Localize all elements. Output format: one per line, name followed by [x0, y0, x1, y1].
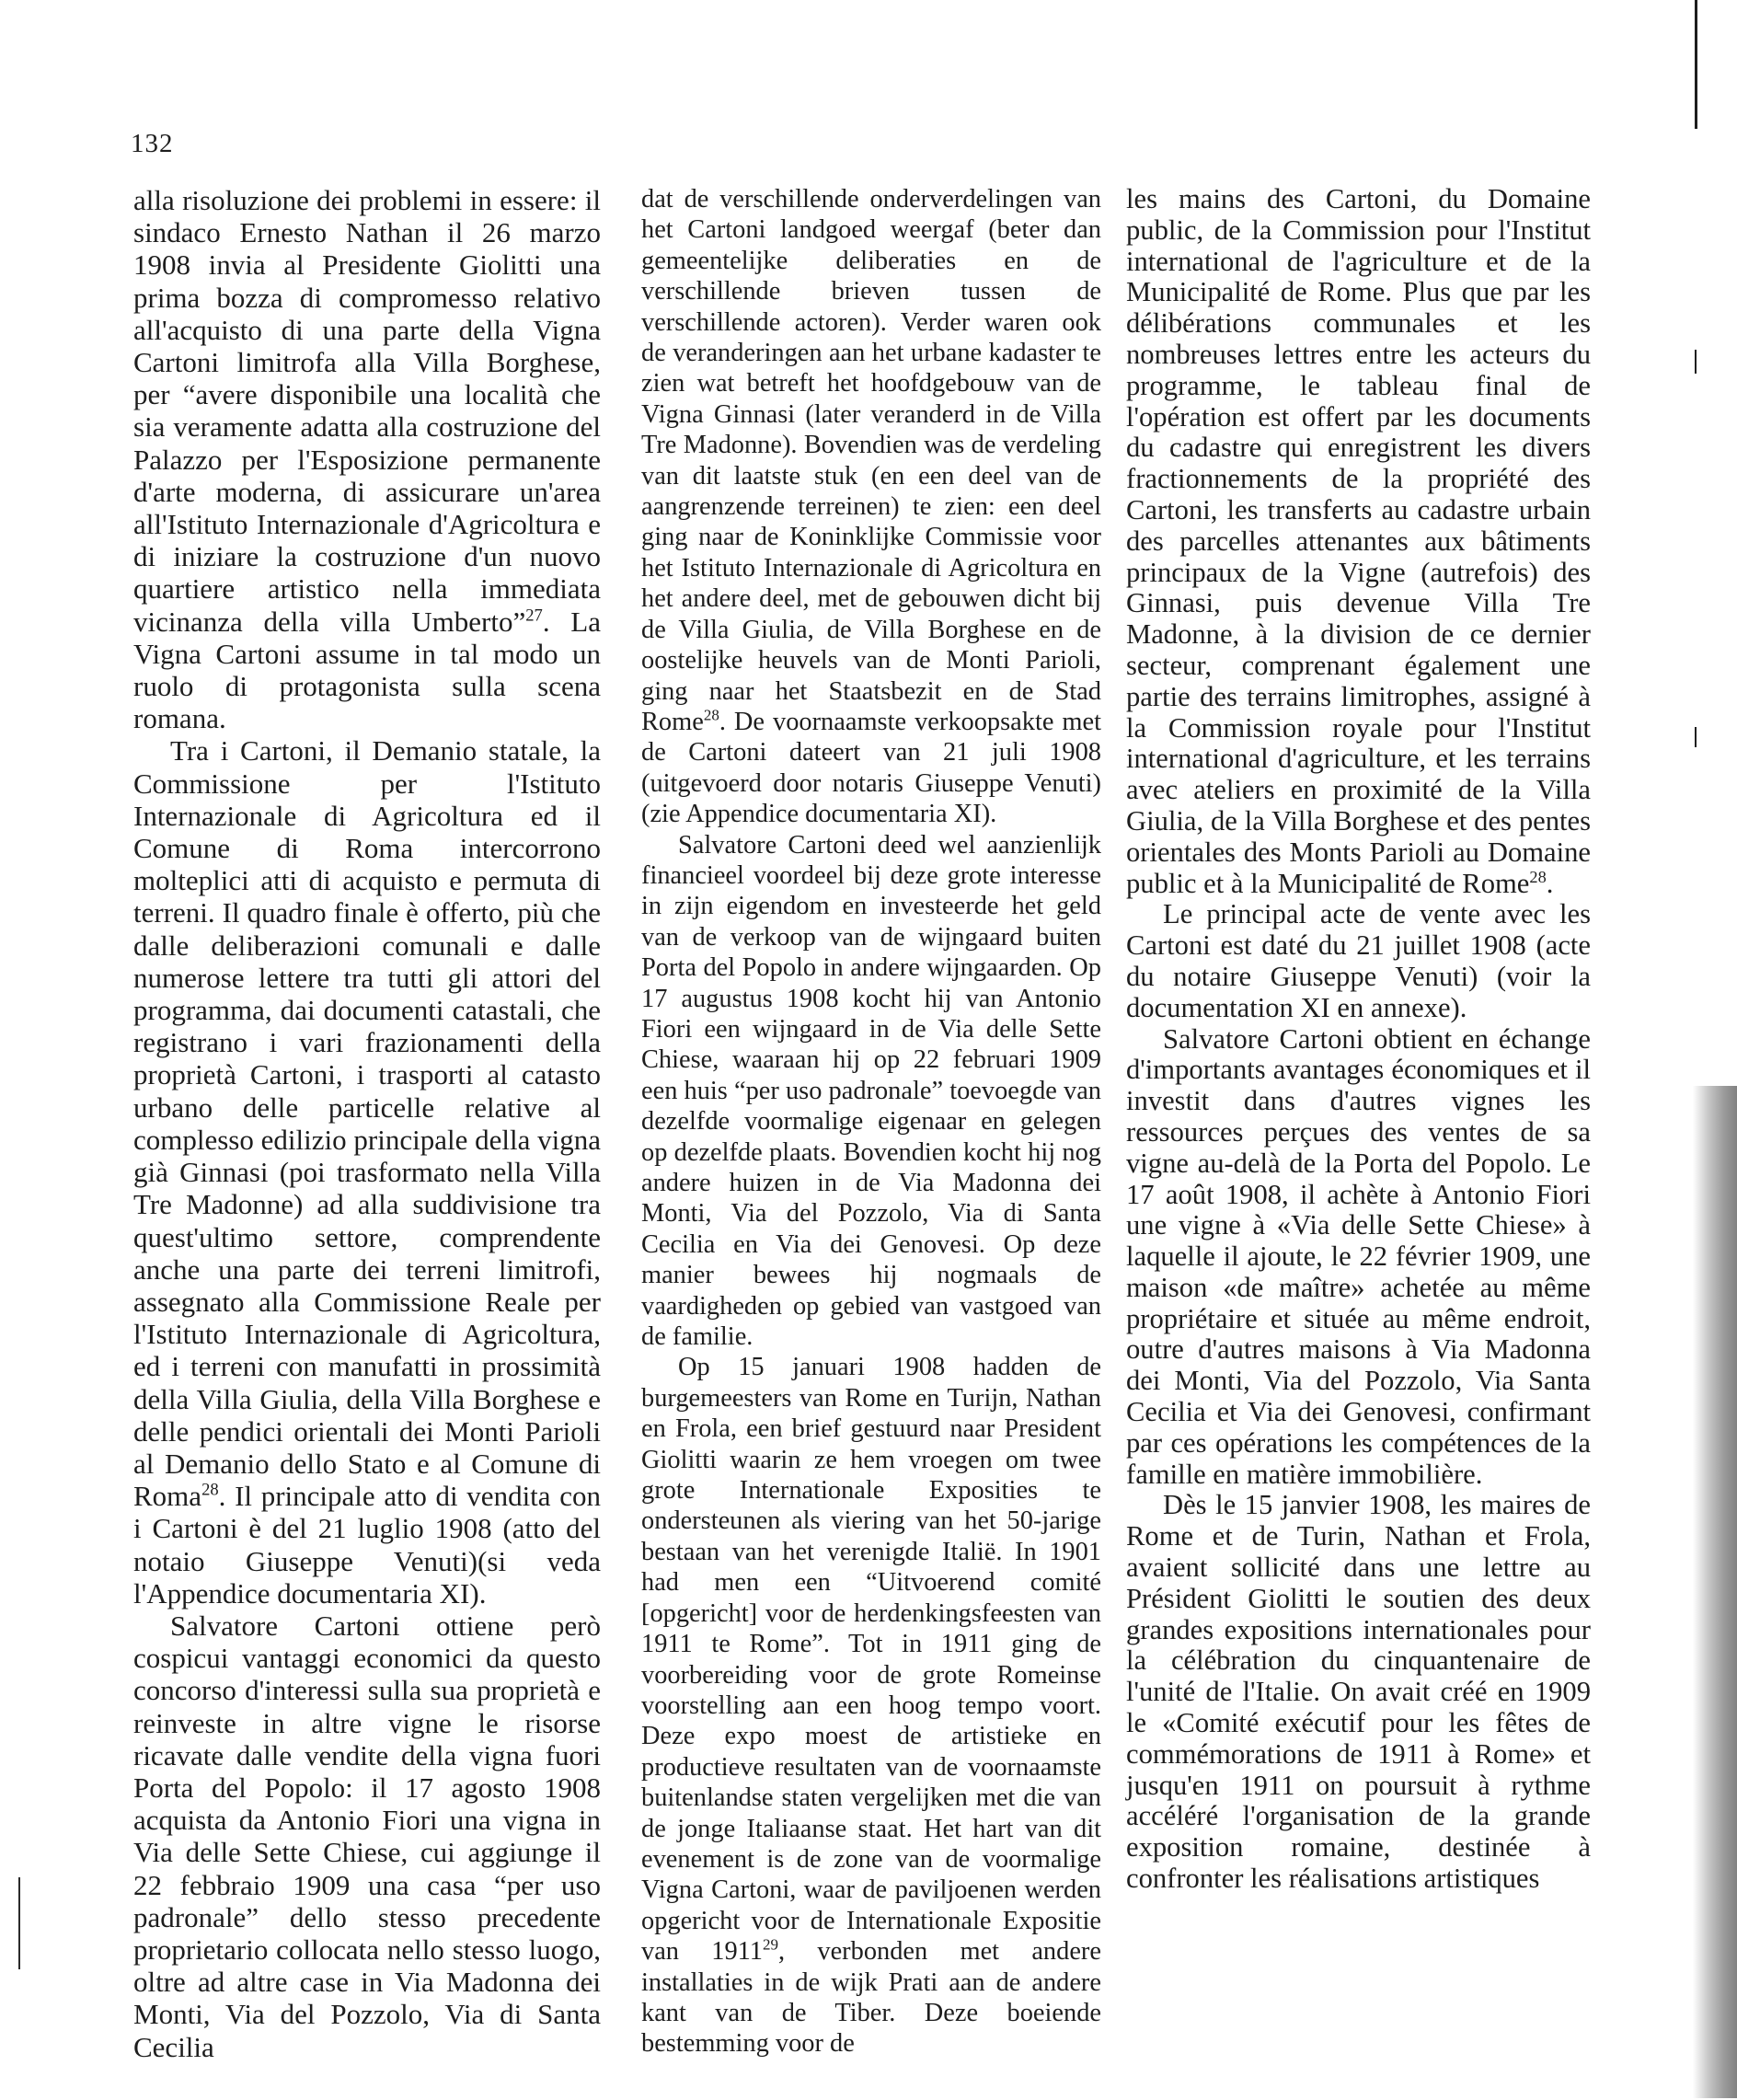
dutch-column [641, 184, 1101, 2060]
footnote-ref: 28 [201, 1480, 219, 1500]
text: , verbonden met andere installaties in de wijk Prati aan de andere kant van de Tiber. Deze boeiende bestemming voor de [641, 1937, 1101, 2059]
text: les mains des Cartoni, du Domaine public, de la Commission pour l'Institut international de l'agriculture et de la Municipalité de Rome. Plus que par les délibérations communales et les nombreuses lettres entre les acteurs du programme, le tableau final de l'opération est offert par les documents du cadastre qui enregistrent les divers fractionnements de la propriété des Cartoni, les transferts au cadastre urbain des parcelles attenantes aux bâtiments principaux de la Vigne (autrefois) des Ginnasi, puis devenue Villa Tre Madonne, à la division de ce dernier secteur, comprenant également une partie des terrains limitrophes, assigné à la Commission royale pour l'Institut international d'agriculture, et les terrains avec ateliers en proximité de la Villa Giulia, de la Villa Borghese et des pentes orientales des Monts Parioli au Domaine public et à la Municipalité de Rome [1126, 183, 1591, 899]
french-paragraph-4: Dès le 15 janvier 1908, les maires de Rome et de Turin, Nathan et Frola, avaient sollicité dans une lettre au Président Giolitti le soutien des deux grandes expositions internationales pour la célébration du cinquantenaire de l'unité de l'Italie. On avait créé en 1909 le «Comité exécutif pour les fêtes de commémorations de 1911 à Rome» et jusqu'en 1911 on poursuit à rythme accéléré l'organisation de la grande exposition romaine, destinée à confronter les réalisations artistiques [1126, 1489, 1591, 1895]
french-paragraph-1 [1126, 184, 1591, 899]
french-column [1126, 184, 1591, 1895]
footnote-ref: 29 [763, 1935, 779, 1954]
italian-paragraph-1 [133, 184, 601, 734]
text: . [1546, 867, 1554, 899]
text: Op 15 januari 1908 hadden de burgemeesters van Rome en Turijn, Nathan en Frola, een brief gestuurd naar President Giolitti waarin ze hem vroegen om twee grote Internationale Exposities te ondersteunen als viering van het 50-jarige bestaan van het verenigde Italië. In 1901 had men een “Uitvoerend comité [opgericht] voor de herdenkingsfeesten van 1911 te Rome”. Tot in 1911 ging de voorbereiding voor de grote Romeinse voorstelling aan een hoog tempo voort. Deze expo moest de artistieke en productieve resultaten van de voornaamste buitenlandse staten vergelijken met die van de jonge Italiaanse staat. Het hart van dit evenement is de zone van de voormalige Vigna Cartoni, waar de paviljoenen werden opgericht voor de Internationale Expositie van 1911 [641, 1353, 1101, 1967]
dutch-paragraph-1 [641, 184, 1101, 830]
dutch-paragraph-2: Salvatore Cartoni deed wel aanzienlijk financieel voordeel bij deze grote interesse in zijn eigendom en investeerde het geld van de verkoop van de wijngaard buiten Porta del Popolo in andere wijngaarden. Op 17 augustus 1908 kocht hij van Antonio Fiori een wijngaard in de Via delle Sette Chiese, waaraan hij op 22 februari 1909 een huis “per uso padronale” toevoegde van dezelfde voormalige eigenaar en gelegen op dezelfde plaats. Bovendien kocht hij nog andere huizen in de Via Madonna dei Monti, Via del Pozzolo, Via di Santa Cecilia en Via dei Genovesi. Op deze manier bewees hij nogmaals de vaardigheden op gebied van vastgoed van de familie. [641, 830, 1101, 1352]
text: . De voornaamste verkoopsakte met de Cartoni dateert van 21 juli 1908 (uitgevoerd door notaris Giuseppe Venuti) (zie Appendice documentaria XI). [641, 707, 1101, 829]
edge-mark [1695, 0, 1697, 129]
french-paragraph-2: Le principal acte de vente avec les Cartoni est daté du 21 juillet 1908 (acte du notaire Giuseppe Venuti) (voir la documentation XI en annexe). [1126, 898, 1591, 1023]
page-number: 132 [131, 129, 174, 158]
edge-mark [1695, 350, 1697, 374]
footnote-ref: 27 [525, 606, 543, 626]
dutch-paragraph-3 [641, 1352, 1101, 2059]
text: dat de verschillende onderverdelingen van het Cartoni landgoed weergaf (beter dan gemeentelijke deliberaties en de verschillende brieven tussen de verschillende actoren). Verder waren ook de veranderingen aan het urbane kadaster te zien wat betreft het hoofdgebouw van de Vigna Ginnasi (later veranderd in de Villa Tre Madonne). Bovendien was de verdeling van dit laatste stuk (en een deel van de aangrenzende terreinen) te zien: een deel ging naar de Koninklijke Commissie voor het Istituto Internazionale di Agricoltura en het andere deel, met de gebouwen dicht bij de Villa Giulia, de Villa Borghese en de oostelijke heuvels van de Monti Parioli, ging naar het Staatsbezit en de Stad Rome [641, 185, 1101, 736]
footnote-ref: 28 [703, 706, 719, 724]
scan-left-mark [18, 1877, 20, 1969]
edge-mark [1695, 727, 1697, 747]
text: . Il principale atto di vendita con i Cartoni è del 21 luglio 1908 (atto del notaio Giuseppe Venuti)(si veda l'Appendice documentaria XI). [133, 1480, 601, 1610]
text: Tra i Cartoni, il Demanio statale, la Commissione per l'Istituto Internazionale di Agricoltura ed il Comune di Roma intercorrono molteplici atti di acquisto e permuta di terreni. Il quadro finale è offerto, più che dalle deliberazioni comunali e dalle numerose lettere tra tutti gli attori del programma, dai documenti catastali, che registrano i vari frazionamenti della proprietà Cartoni, i trasporti al catasto urbano delle particelle relative al complesso edilizio principale della vigna già Ginnasi (poi trasformato nella Villa Tre Madonne) ad alla suddivisione tra quest'ultimo settore, comprendente anche una parte dei terreni limitrofi, assegnato alla Commissione Reale per l'Istituto Internazionale di Agricoltura, ed i terreni con manufatti in prossimità della Villa Giulia, della Villa Borghese e delle pendici orientali dei Monti Parioli al Demanio dello Stato e al Comune di Roma [133, 734, 601, 1513]
text: alla risoluzione dei problemi in essere: il sindaco Ernesto Nathan il 26 marzo 1908 invia al Presidente Giolitti una prima bozza di compromesso relativo all'acquisto di una parte della Vigna Cartoni limitrofa alla Villa Borghese, per “avere disponibile una località che sia veramente adatta alla costruzione del Palazzo per l'Esposizione permanente d'arte moderna, di assicurare un'area all'Istituto Internazionale d'Agricoltura e di iniziare la costruzione d'un nuovo quartiere artistico nella immediata vicinanza della villa Umberto” [133, 184, 601, 638]
footnote-ref: 28 [1529, 867, 1547, 886]
text: . La Vigna Cartoni assume in tal modo un ruolo di protagonista sulla scena romana. [133, 605, 601, 735]
italian-paragraph-3: Salvatore Cartoni ottiene però cospicui vantaggi economici da questo concorso d'interessi sulla sua proprietà e reinveste in altre vigne le risorse ricavate dalle vendite della vigna fuori Porta del Popolo: il 17 agosto 1908 acquista da Antonio Fiori una vigna in Via delle Sette Chiese, cui aggiunge il 22 febbraio 1909 una casa “per uso padronale” dello stesso precedente proprietario collocata nello stesso luogo, oltre ad altre case in Via Madonna dei Monti, Via del Pozzolo, Via di Santa Cecilia [133, 1609, 601, 2063]
page-fold-shadow [1693, 1086, 1737, 2098]
french-paragraph-3: Salvatore Cartoni obtient en échange d'importants avantages économiques et il investit dans d'autres vignes les ressources perçues des ventes de sa vigne au-delà de la Porta del Popolo. Le 17 août 1908, il achète à Antonio Fiori une vigne à «Via delle Sette Chiese» à laquelle il ajoute, le 22 février 1909, une maison «de maître» achetée au même propriétaire et située au même endroit, outre d'autres maisons à Via Madonna dei Monti, Via del Pozzolo, Via Santa Cecilia et Via dei Genovesi, confirmant par ces opérations les compétences de la famille en matière immobilière. [1126, 1022, 1591, 1490]
italian-paragraph-2 [133, 734, 601, 1609]
italian-column [133, 184, 601, 2063]
